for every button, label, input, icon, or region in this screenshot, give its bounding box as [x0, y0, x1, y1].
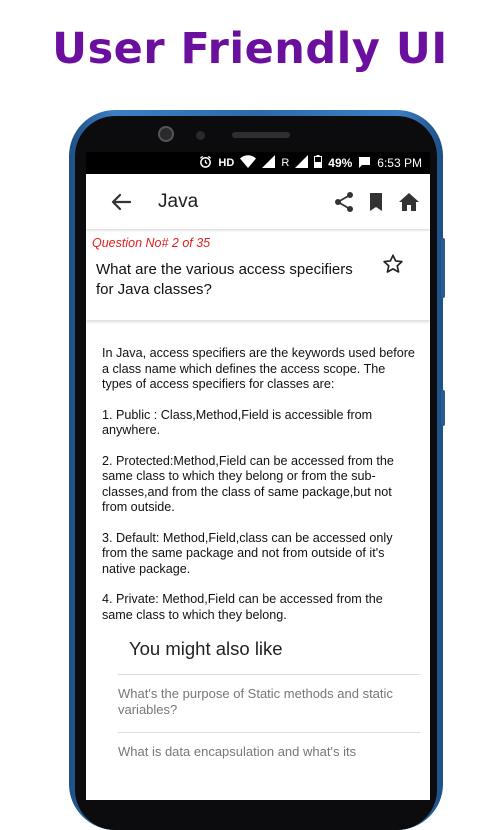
app-bar	[86, 174, 430, 229]
battery-icon	[314, 155, 322, 171]
signal-icon	[295, 155, 308, 171]
phone-side-button	[441, 238, 445, 298]
app-bar-actions	[334, 191, 420, 213]
answer-paragraph: 4. Private: Method,Field can be accessed from the same class to which they belong.	[102, 592, 383, 622]
answer-body	[86, 320, 430, 623]
phone-screen	[86, 152, 430, 800]
bookmark-button[interactable]	[368, 192, 384, 212]
signal-icon	[262, 155, 275, 171]
promo-title: User Friendly UI	[52, 24, 448, 74]
bookmark-icon	[368, 192, 384, 212]
star-outline-icon	[382, 253, 404, 275]
battery-percent: 49%	[328, 156, 353, 170]
back-button[interactable]	[106, 193, 136, 211]
status-time: 6:53 PM	[377, 156, 422, 170]
home-icon	[398, 192, 420, 212]
question-number: Question No# 2 of 35	[92, 236, 211, 250]
answer-paragraph: 1. Public : Class,Method,Field is accessible from anywhere.	[102, 407, 373, 437]
related-item[interactable]: What is data encapsulation and what's its	[118, 732, 420, 774]
alarm-icon	[199, 155, 212, 171]
hd-indicator: HD	[218, 157, 235, 169]
question-text: What are the various access specifiers for Java classes?	[96, 261, 353, 298]
app-title: Java	[158, 190, 199, 212]
message-icon	[358, 156, 371, 171]
proximity-sensor	[196, 131, 205, 140]
earpiece-speaker	[232, 132, 290, 138]
phone-side-button	[441, 390, 445, 426]
question-card	[86, 229, 430, 320]
home-button[interactable]	[398, 192, 420, 212]
answer-paragraph: In Java, access specifiers are the keywords used before a class name which defines the access scope. The types of access specifiers for classes are:	[102, 346, 415, 391]
related-section	[86, 638, 430, 774]
favorite-button[interactable]	[382, 253, 404, 280]
back-arrow-icon	[111, 193, 131, 211]
status-bar	[86, 152, 430, 174]
roaming-indicator: R	[281, 157, 290, 169]
related-title: You might also like	[129, 638, 283, 659]
wifi-icon	[240, 155, 256, 171]
share-button[interactable]	[334, 191, 354, 213]
answer-paragraph: 3. Default: Method,Field,class can be accessed only from the same package and not from outside of it's native package.	[102, 530, 393, 576]
share-icon	[334, 191, 354, 213]
answer-paragraph: 2. Protected:Method,Field can be accessed from the same class to which they belong or from the sub-classes,and from the class of same package,but not from outside.	[102, 453, 394, 514]
related-item[interactable]: What's the purpose of Static methods and static variables?	[118, 674, 420, 732]
front-camera	[158, 126, 174, 142]
